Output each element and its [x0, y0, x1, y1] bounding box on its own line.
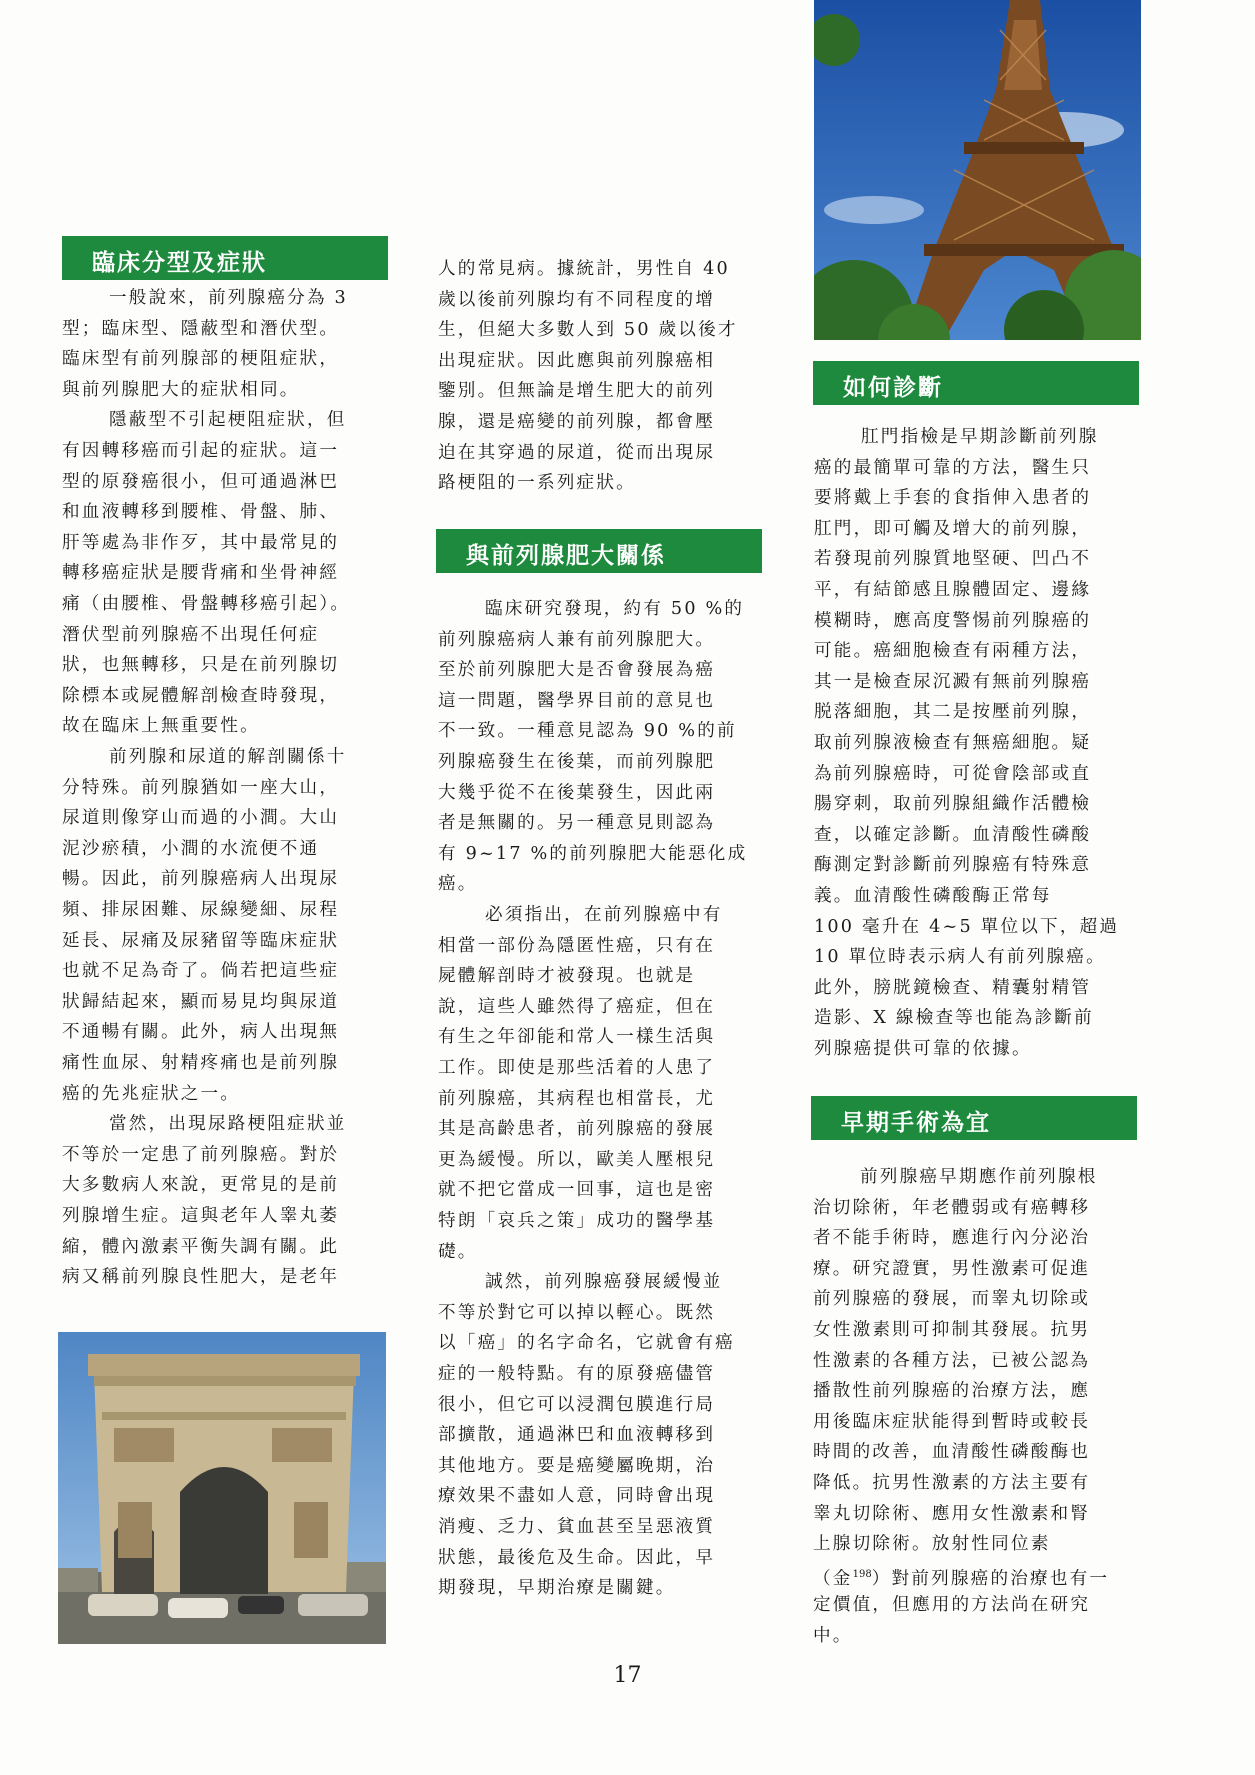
text-line: 其他地方。要是癌變屬晚期，治	[438, 1455, 716, 1476]
text-line: 狀，也無轉移，只是在前列腺切	[62, 655, 340, 676]
text-line: 歲以後前列腺均有不同程度的增	[438, 289, 716, 310]
text-line: 與前列腺肥大的症狀相同。	[62, 379, 300, 400]
text-line: 用後臨床症狀能得到暫時或較長	[813, 1411, 1091, 1432]
paragraph	[438, 900, 764, 1267]
text-line: 中。	[813, 1625, 853, 1646]
text-line: 酶測定對診斷前列腺癌有特殊意	[814, 855, 1092, 876]
text-line: 痛性血尿、射精疼痛也是前列腺	[62, 1052, 340, 1073]
text-line: 這一問題，醫學界目前的意見也	[438, 690, 716, 711]
text-line: 更為緩慢。所以，歐美人壓根兒	[438, 1149, 716, 1170]
text-line: 有 9~17 %的前列腺肥大能惡化成	[438, 843, 748, 864]
text-line: 不等於對它可以掉以輕心。既然	[438, 1302, 716, 1323]
text-line: 前列腺和尿道的解剖關係十	[109, 747, 347, 767]
text-line: 肝等處為非作歹，其中最常見的	[62, 532, 340, 553]
text-line: 潛伏型前列腺癌不出現任何症	[62, 624, 320, 645]
text-line: 可能。癌細胞檢查有兩種方法，	[814, 641, 1092, 662]
text-line: 有生之年卻能和常人一樣生活與	[438, 1027, 716, 1048]
paragraph	[438, 594, 764, 900]
text-line: 療效果不盡如人意，同時會出現	[438, 1486, 716, 1507]
text-line: 和血液轉移到腰椎、骨盤、肺、	[62, 502, 340, 523]
text-line: 上腺切除術。放射性同位素	[813, 1534, 1051, 1555]
arc-de-triomphe-photo	[58, 1332, 386, 1644]
text-line: 症的一般特點。有的原發癌儘管	[438, 1363, 716, 1384]
text-line: 睾丸切除術、應用女性激素和腎	[813, 1503, 1091, 1524]
text-line: 以「癌」的名字命名，它就會有癌	[438, 1333, 735, 1354]
text-line: 列腺癌提供可靠的依據。	[814, 1038, 1032, 1059]
heading-early-surgery: 早期手術為宜	[811, 1096, 1137, 1140]
text-line: 癌的先兆症狀之一。	[62, 1083, 241, 1104]
paragraph	[814, 422, 1140, 1064]
heading-clinical-types: 臨床分型及症狀	[62, 236, 388, 280]
text-line: 期發現，早期治療是關鍵。	[438, 1578, 676, 1599]
text-line: 尿道則像穿山而過的小澗。大山	[62, 808, 340, 829]
text-line: 列腺癌發生在後葉，而前列腺肥	[438, 751, 716, 772]
heading-relation-hyperplasia: 與前列腺肥大關係	[436, 529, 762, 573]
text-line: 工作。即使是那些活着的人患了	[438, 1057, 716, 1078]
text-line: 礎。	[438, 1241, 478, 1262]
text-line: 就不把它當成一回事，這也是密	[438, 1180, 716, 1201]
text-line: 模糊時，應高度警惕前列腺癌的	[814, 610, 1092, 631]
text-line: 腺，還是癌變的前列腺，都會壓	[438, 411, 716, 432]
text-line: 者是無關的。另一種意見則認為	[438, 813, 716, 834]
text-line: 播散性前列腺癌的治療方法，應	[813, 1381, 1091, 1402]
text-line: 查，以確定診斷。血清酸性磷酸	[814, 824, 1092, 845]
text-line: 降低。抗男性激素的方法主要有	[813, 1472, 1091, 1493]
text-line: 女性激素則可抑制其發展。抗男	[813, 1319, 1091, 1340]
text-line: 痛（由腰椎、骨盤轉移癌引起）。	[62, 593, 351, 614]
text-line: 除標本或屍體解剖檢查時發現，	[62, 685, 340, 706]
text-line: 義。血清酸性磷酸酶正常每	[814, 885, 1052, 906]
text-line: 迫在其穿過的尿道，從而出現尿	[438, 442, 716, 463]
paragraph	[62, 405, 388, 742]
text-line: 當然，出現尿路梗阻症狀並	[109, 1114, 347, 1135]
text-line: 造影、X 線檢查等也能為診斷前	[814, 1008, 1094, 1029]
text-line: 病又稱前列腺良性肥大，是老年	[62, 1267, 340, 1288]
text-line: 不通暢有關。此外，病人出現無	[62, 1022, 340, 1043]
text-line: 肛門指檢是早期診斷前列腺	[861, 427, 1099, 447]
text-line: 癌。	[438, 874, 478, 895]
text-line: 也就不足為奇了。倘若把這些症	[62, 961, 340, 982]
paragraph	[62, 742, 388, 1109]
text-line: 要將戴上手套的食指伸入患者的	[814, 488, 1092, 509]
text-line: 臨床研究發現，約有 50 %的	[485, 599, 745, 619]
text-line: 臨床型有前列腺部的梗阻症狀，	[62, 349, 340, 370]
text-line: 前列腺癌的發展，而睾丸切除或	[813, 1289, 1091, 1310]
paragraph	[813, 1162, 1139, 1560]
text-line: 至於前列腺肥大是否會發展為癌	[438, 660, 716, 681]
text-line: 前列腺癌早期應作前列腺根	[860, 1167, 1098, 1187]
paragraph	[438, 254, 764, 499]
paragraph	[62, 1109, 388, 1293]
paragraph	[813, 1560, 1139, 1591]
text-line: 型；臨床型、隱蔽型和潛伏型。	[62, 318, 340, 339]
text-line: 療。研究證實，男性激素可促進	[813, 1258, 1091, 1279]
text-line: 屍體解剖時才被發現。也就是	[438, 966, 696, 987]
paragraph	[62, 283, 388, 405]
text-line: 隱蔽型不引起梗阻症狀，但	[109, 410, 347, 431]
text-line: 不等於一定患了前列腺癌。對於	[62, 1144, 340, 1165]
text-line: 前列腺癌病人兼有前列腺肥大。	[438, 629, 716, 650]
text-line: 治切除術，年老體弱或有癌轉移	[813, 1197, 1091, 1218]
text-line: 其一是檢查尿沉澱有無前列腺癌	[814, 671, 1092, 692]
text-line: 泥沙瘀積，小澗的水流便不通	[62, 838, 320, 859]
text-line: 不一致。一種意見認為 90 %的前	[438, 721, 737, 742]
text-line: 人的常見病。據統計，男性自 40	[438, 259, 730, 279]
text-line: 說，這些人雖然得了癌症，但在	[438, 996, 716, 1017]
text-line: 型的原發癌很小，但可通過淋巴	[62, 471, 340, 492]
text-line: 故在臨床上無重要性。	[62, 716, 260, 737]
text-line: 消瘦、乏力、貧血甚至呈惡液質	[438, 1516, 716, 1537]
text-line: 腸穿刺，取前列腺組織作活體檢	[814, 794, 1092, 815]
text-line: 定價值，但應用的方法尚在研究	[813, 1595, 1091, 1616]
text-line: （金$^{198}$）對前列腺癌的治療也有一	[813, 1568, 1110, 1589]
text-line: 肛門，即可觸及增大的前列腺，	[814, 518, 1092, 539]
text-line: 路梗阻的一系列症狀。	[438, 473, 636, 494]
text-line: 前列腺癌，其病程也相當長，尤	[438, 1088, 716, 1109]
text-line: 取前列腺液檢查有無癌細胞。疑	[814, 732, 1092, 753]
text-line: 延長、尿痛及尿豬留等臨床症狀	[62, 930, 340, 951]
text-line: 一般說來，前列腺癌分為 3	[109, 288, 348, 308]
text-line: 有因轉移癌而引起的症狀。這一	[62, 440, 340, 461]
text-line: 相當一部份為隱匿性癌，只有在	[438, 935, 716, 956]
page-number: 17	[613, 1663, 642, 1688]
text-line: 鑒別。但無論是增生肥大的前列	[438, 381, 716, 402]
text-line: 很小，但它可以浸潤包膜進行局	[438, 1394, 716, 1415]
text-line: 為前列腺癌時，可從會陰部或直	[814, 763, 1092, 784]
text-line: 狀態，最後危及生命。因此，早	[438, 1547, 716, 1568]
text-line: 其是高齡患者，前列腺癌的發展	[438, 1119, 716, 1140]
text-line: 狀歸結起來，顯而易見均與尿道	[62, 991, 340, 1012]
paragraph	[438, 1267, 764, 1604]
text-line: 平，有結節感且腺體固定、邊緣	[814, 579, 1092, 600]
text-line: 生，但絕大多數人到 50 歲以後才	[438, 320, 738, 341]
text-line: 此外，膀胱鏡檢查、精囊射精管	[814, 977, 1092, 998]
text-line: 性激素的各種方法，已被公認為	[813, 1350, 1091, 1371]
text-line: 脱落細胞，其二是按壓前列腺，	[814, 702, 1092, 723]
text-line: 特朗「哀兵之策」成功的醫學基	[438, 1210, 716, 1231]
text-line: 若發現前列腺質地堅硬、凹凸不	[814, 549, 1092, 570]
text-line: 分特殊。前列腺猶如一座大山，	[62, 777, 340, 798]
paragraph	[813, 1590, 1139, 1651]
text-line: 頻、排尿困難、尿線變細、尿程	[62, 899, 340, 920]
text-line: 部擴散，通過淋巴和血液轉移到	[438, 1425, 716, 1446]
text-line: 暢。因此，前列腺癌病人出現尿	[62, 869, 340, 890]
text-line: 列腺增生症。這與老年人睾丸萎	[62, 1205, 340, 1226]
heading-diagnosis: 如何診斷	[813, 361, 1139, 405]
text-line: 100 毫升在 4~5 單位以下，超過	[814, 916, 1120, 937]
text-line: 時間的改善，血清酸性磷酸酶也	[813, 1442, 1091, 1463]
text-line: 10 單位時表示病人有前列腺癌。	[814, 947, 1106, 968]
text-line: 出現症狀。因此應與前列腺癌相	[438, 350, 716, 371]
text-line: 癌的最簡單可靠的方法，醫生只	[814, 457, 1092, 478]
text-line: 者不能手術時，應進行內分泌治	[813, 1228, 1091, 1249]
text-line: 縮，體內激素平衡失調有關。此	[62, 1236, 340, 1257]
eiffel-tower-photo	[814, 0, 1141, 340]
text-line: 必須指出，在前列腺癌中有	[485, 905, 723, 925]
text-line: 大幾乎從不在後葉發生，因此兩	[438, 782, 716, 803]
text-line: 大多數病人來說，更常見的是前	[62, 1175, 340, 1196]
text-line: 誠然，前列腺癌發展緩慢並	[485, 1272, 723, 1293]
text-line: 轉移癌症狀是腰背痛和坐骨神經	[62, 563, 340, 584]
